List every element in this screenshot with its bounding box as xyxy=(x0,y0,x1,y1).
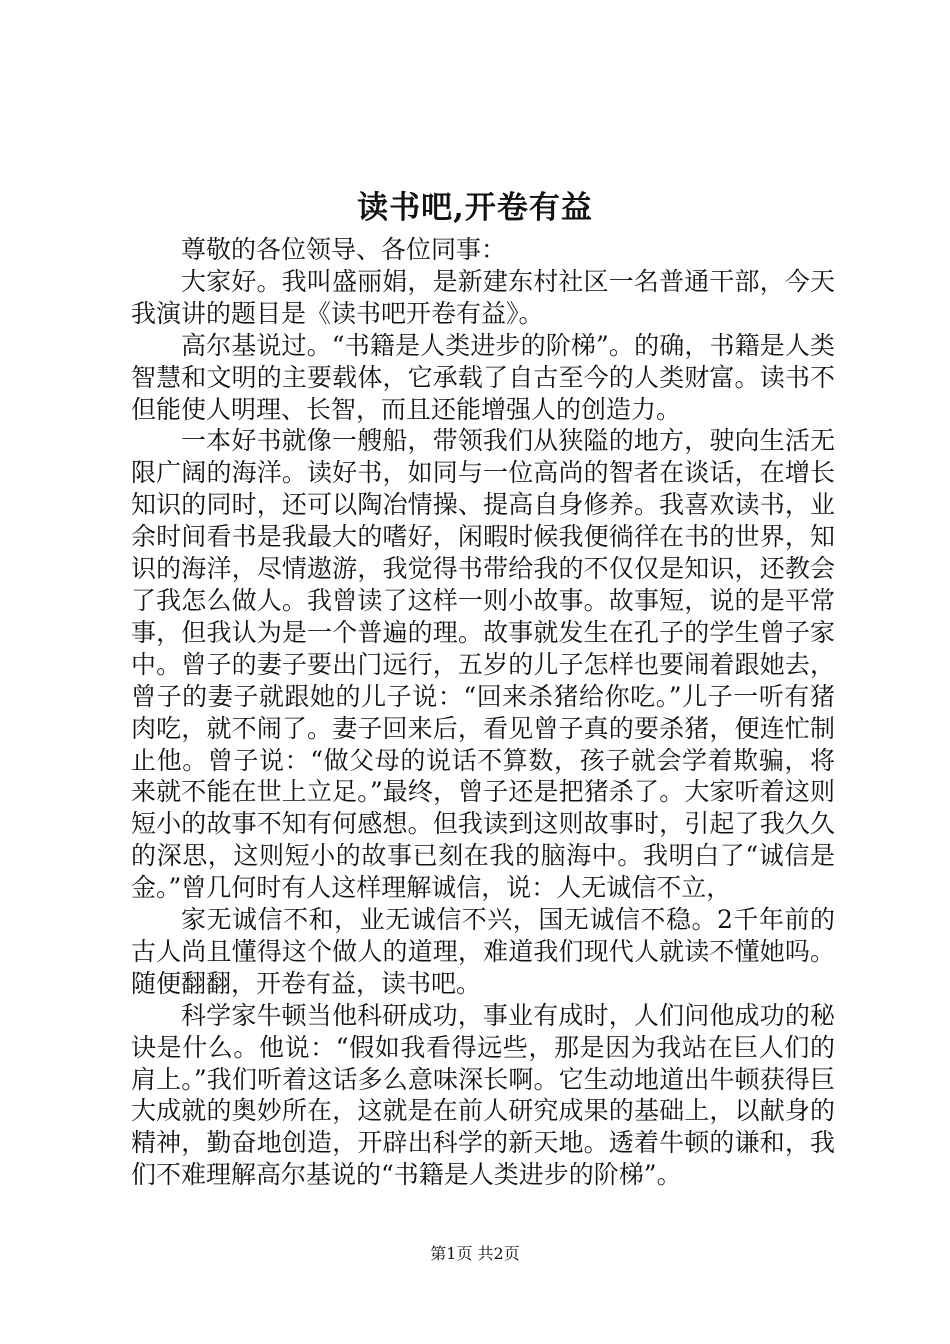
document-body xyxy=(131,234,835,1191)
page-number-footer: 第1页 共2页 xyxy=(430,1244,520,1263)
paragraph-zengzi-story: 一本好书就像一艘船，带领我们从狭隘的地方，驶向生活无限广阔的海洋。读好书，如同与一位高尚的智者在谈话，在增长知识的同时，还可以陶冶情操、提高自身修养。我喜欢读书，业余时间看书是我最大的嗜好，闲暇时候我便徜徉在书的世界，知识的海洋，尽情遨游，我觉得书带给我的不仅仅是知识，还教会了我怎么做人。我曾读了这样一则小故事。故事短，说的是平常事，但我认为是一个普遍的理。故事就发生在孔子的学生曾子家中。曾子的妻子要出门远行，五岁的儿子怎样也要闹着跟她去，曾子的妻子就跟她的儿子说：“回来杀猪给你吃。”儿子一听有猪肉吃，就不闹了。妻子回来后，看见曾子真的要杀猪，便连忙制止他。曾子说：“做父母的说话不算数，孩子就会学着欺骗，将来就不能在世上立足。”最终，曾子还是把猪杀了。大家听着这则短小的故事不知有何感想。但我读到这则故事时，引起了我久久的深思，这则短小的故事已刻在我的脑海中。我明白了“诚信是金。”曾几何时有人这样理解诚信，说：人无诚信不立， xyxy=(131,426,835,903)
paragraph-newton: 科学家牛顿当他科研成功，事业有成时，人们问他成功的秘诀是什么。他说：“假如我看得远些，那是因为我站在巨人们的肩上。”我们听着这话多么意味深长啊。它生动地道出牛顿获得巨大成就的奥妙所在，这就是在前人研究成果的基础上，以献身的精神，勤奋地创造，开辟出科学的新天地。透着牛顿的谦和，我们不难理解高尔基说的“书籍是人类进步的阶梯”。 xyxy=(131,1000,835,1190)
paragraph-gorky-quote: 高尔基说过。“书籍是人类进步的阶梯”。的确，书籍是人类智慧和文明的主要载体，它承载了自古至今的人类财富。读书不但能使人明理、长智，而且还能增强人的创造力。 xyxy=(131,330,835,424)
document-title: 读书吧,开卷有益 xyxy=(357,190,593,226)
paragraph-introduction: 大家好。我叫盛丽娟，是新建东村社区一名普通干部，今天我演讲的题目是《读书吧开卷有益》。 xyxy=(131,266,835,328)
paragraph-integrity: 家无诚信不和，业无诚信不兴，国无诚信不稳。2千年前的古人尚且懂得这个做人的道理，难道我们现代人就读不懂她吗。随便翻翻，开卷有益，读书吧。 xyxy=(131,905,835,998)
paragraph-salutation: 尊敬的各位领导、各位同事： xyxy=(181,235,507,264)
